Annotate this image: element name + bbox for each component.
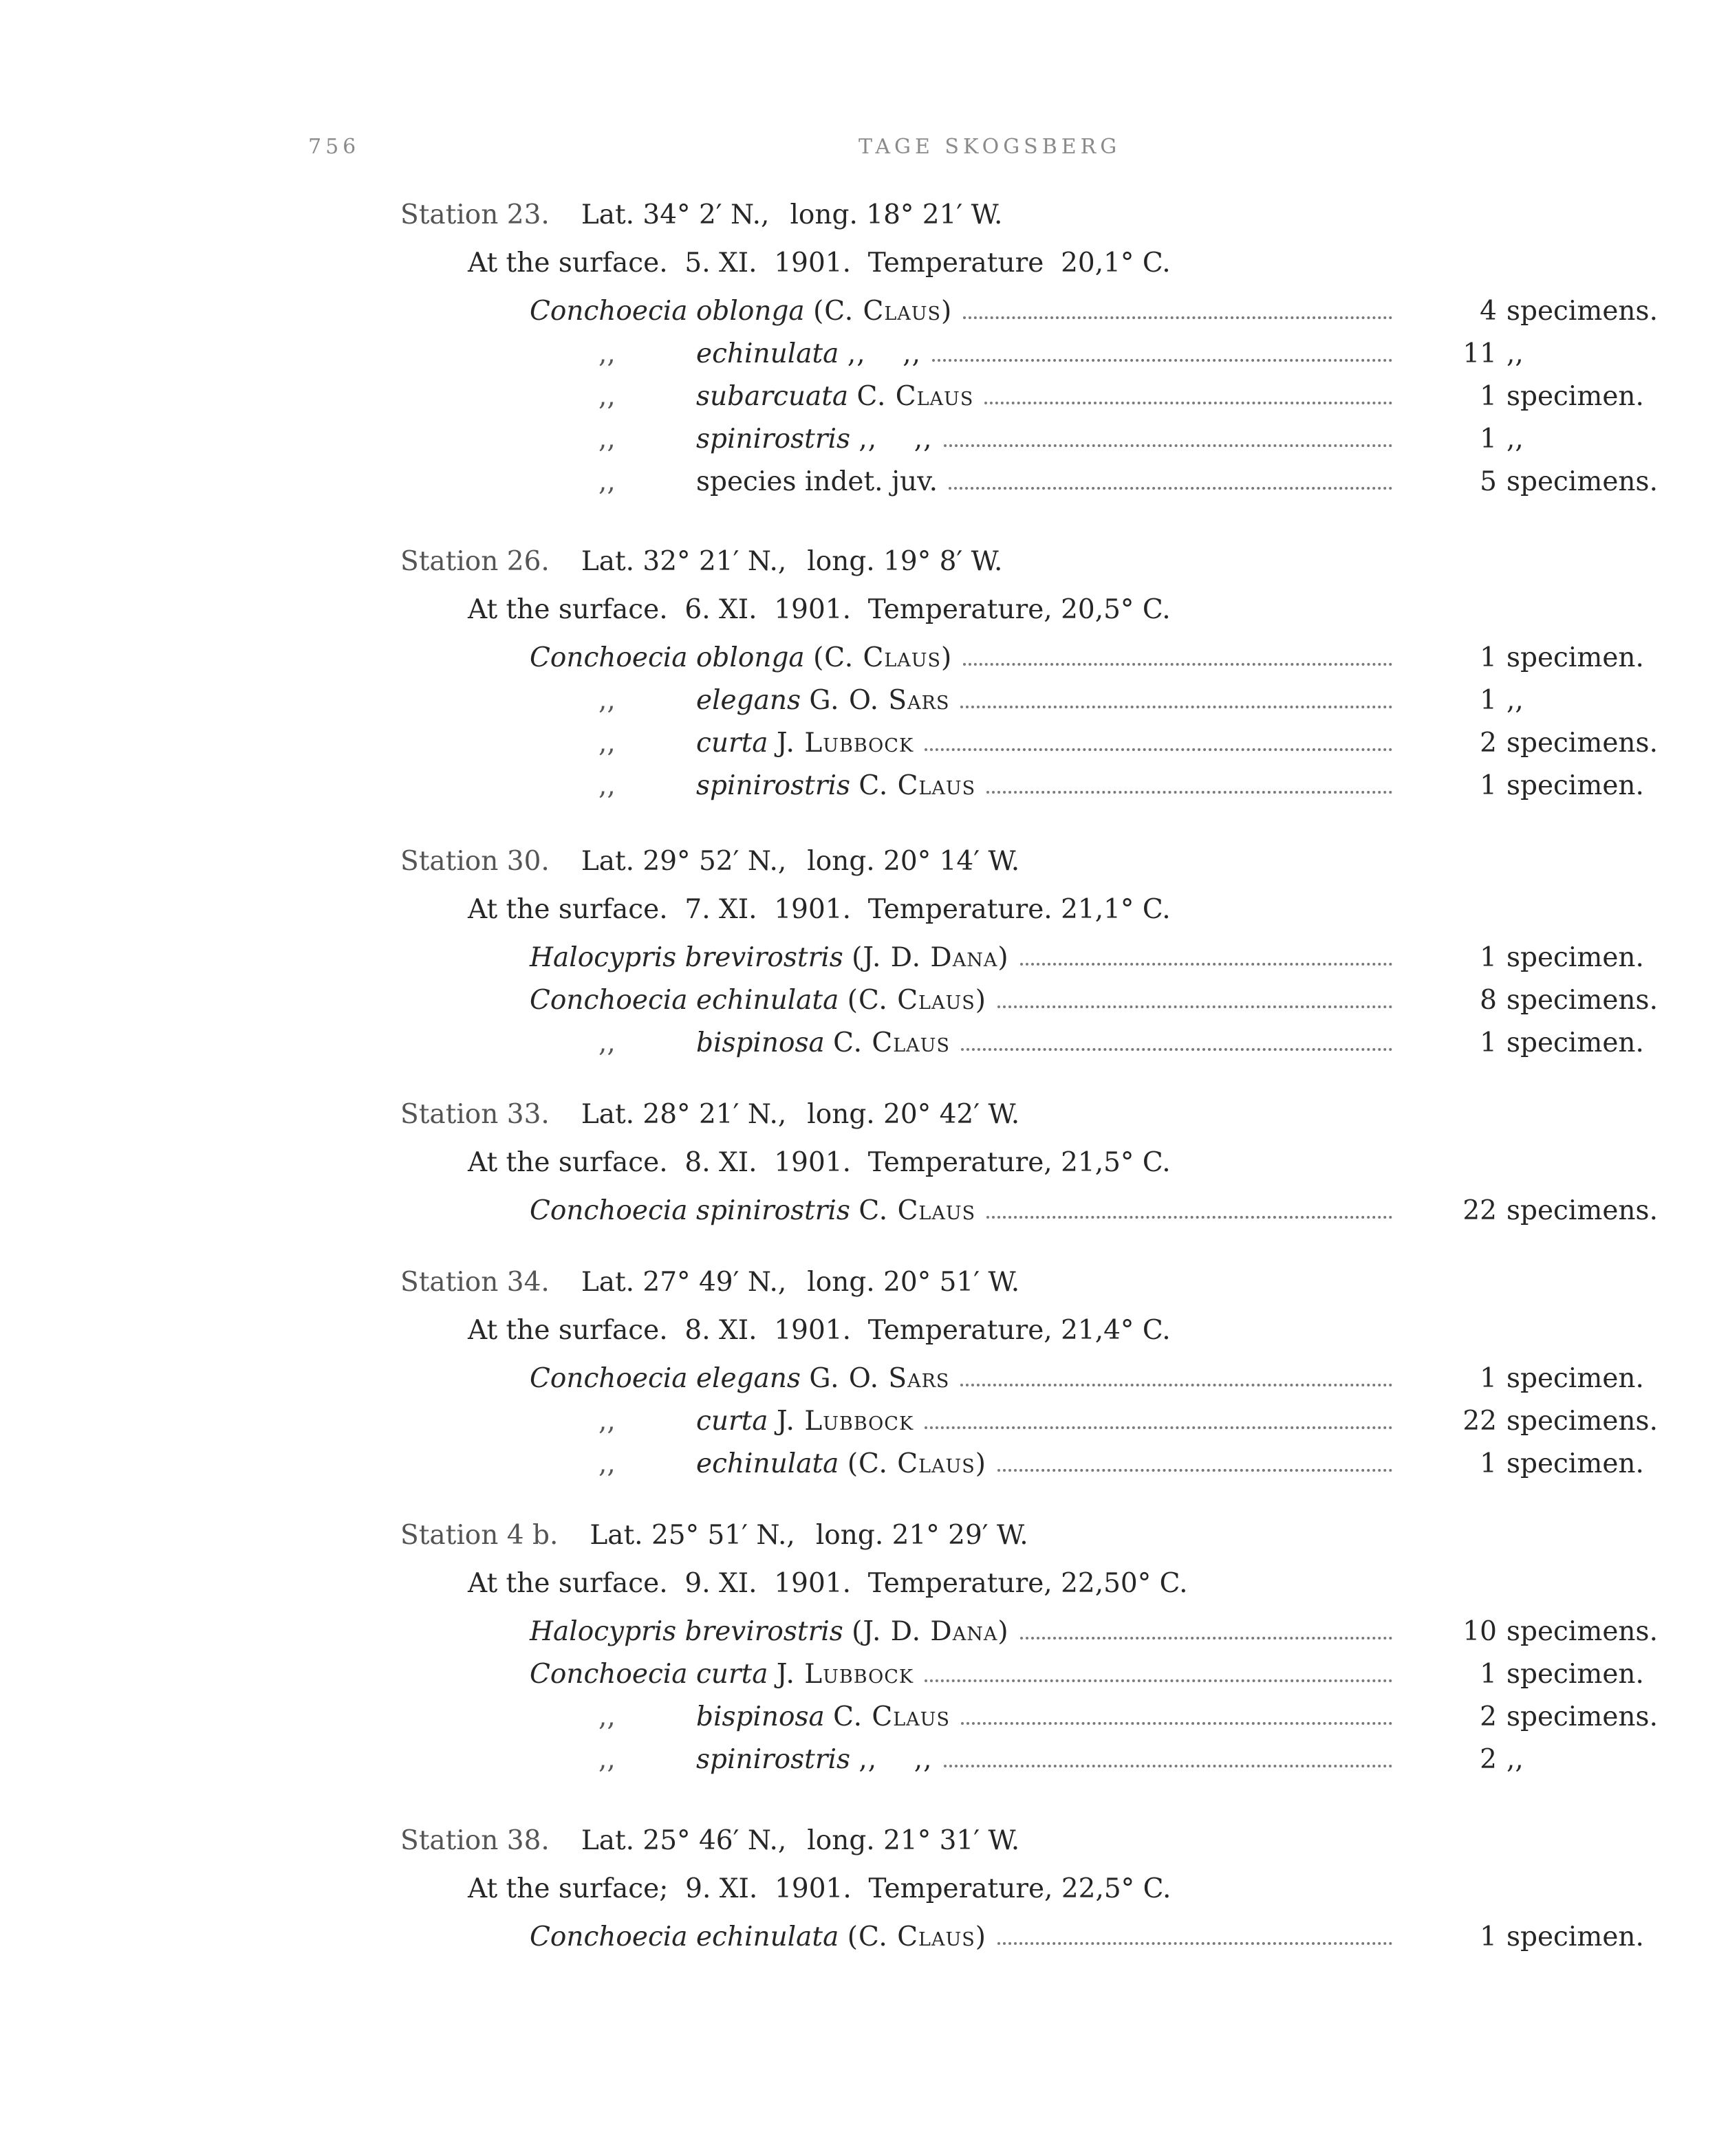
species-entry [0, 1737, 1717, 1783]
taxon [598, 1021, 950, 1066]
station-heading [400, 193, 1002, 238]
specimen-unit: specimens. [1507, 1406, 1658, 1437]
specimen-count: 22 [1462, 1195, 1497, 1226]
taxon [530, 1188, 975, 1234]
taxon-author: ,, ,, [859, 1744, 933, 1775]
taxon-author: G. O. Sars [809, 1363, 950, 1394]
station-longitude: long. 20° 51′ W. [807, 1267, 1020, 1298]
species-name: curta [696, 728, 768, 759]
taxon-author: C. Claus [856, 381, 974, 412]
station-heading [400, 1260, 1019, 1305]
specimen-unit: specimen. [1507, 642, 1644, 673]
dot-leader [1020, 963, 1392, 966]
station-sampling-info: At the surface. 6. XI. 1901. Temperature, 20,5° C. [468, 594, 1171, 625]
species-name: echinulata [695, 1921, 839, 1952]
ditto-mark: ,, [598, 1448, 616, 1479]
species-name: spinirostris [695, 1195, 850, 1226]
species-name: species indet. juv. [696, 466, 938, 497]
dot-leader [997, 1942, 1392, 1945]
dot-leader [997, 1469, 1392, 1472]
specimen-count: 1 [1480, 770, 1497, 801]
station-label: Station 33. [400, 1099, 550, 1130]
genus-name: Conchoecia [530, 1363, 688, 1394]
genus-name: Halocypris [530, 942, 677, 973]
station-sampling-info: At the surface. 8. XI. 1901. Temperature, 21,4° C. [468, 1315, 1171, 1346]
dot-leader [944, 444, 1392, 447]
species-entry [0, 763, 1717, 809]
specimen-count: 1 [1480, 1659, 1497, 1690]
station-sampling-info: At the surface. 7. XI. 1901. Temperature. 21,1° C. [468, 894, 1171, 925]
specimen-count: 8 [1480, 985, 1497, 1016]
dot-leader [925, 1679, 1392, 1682]
taxon-author: (C. Claus) [847, 1921, 986, 1952]
specimen-count: 1 [1480, 1027, 1497, 1058]
genus-name: Conchoecia [530, 1921, 688, 1952]
station-latitude: Lat. 28° 21′ N., [581, 1099, 787, 1130]
taxon [598, 417, 933, 462]
species-name: echinulata [695, 985, 839, 1016]
dot-leader [984, 402, 1392, 404]
running-title: TAGE SKOGSBERG [859, 135, 1121, 159]
specimen-count: 1 [1480, 381, 1497, 412]
species-name: spinirostris [696, 424, 850, 455]
station-sampling-info: At the surface. 9. XI. 1901. Temperature, 22,50° C. [468, 1568, 1188, 1599]
species-entry [0, 331, 1717, 377]
specimen-count: 4 [1480, 296, 1497, 327]
specimen-unit: specimen. [1507, 381, 1644, 412]
genus-name: Conchoecia [530, 1659, 688, 1690]
species-entry [0, 1021, 1717, 1066]
specimen-count: 1 [1480, 424, 1497, 455]
species-name: oblonga [695, 642, 805, 673]
genus-name: Conchoecia [530, 985, 688, 1016]
specimen-count: 1 [1480, 1363, 1497, 1394]
species-name: bispinosa [696, 1027, 825, 1058]
species-entry [0, 978, 1717, 1023]
station-label: Station 4 b. [400, 1520, 559, 1551]
specimen-unit: ,, [1507, 685, 1524, 716]
station-latitude: Lat. 27° 49′ N., [581, 1267, 787, 1298]
species-entry [0, 1188, 1717, 1234]
species-entry [0, 678, 1717, 723]
specimen-unit: specimen. [1507, 1448, 1644, 1479]
species-entry [0, 721, 1717, 766]
ditto-mark: ,, [598, 338, 616, 369]
species-name: bispinosa [696, 1701, 825, 1732]
ditto-mark: ,, [598, 381, 616, 412]
station-sampling-info: At the surface. 5. XI. 1901. Temperature 20,1° C. [468, 248, 1171, 279]
specimen-count: 1 [1480, 685, 1497, 716]
species-entry [0, 459, 1717, 505]
dot-leader [925, 748, 1392, 751]
taxon [530, 1609, 1009, 1655]
species-entry [0, 1399, 1717, 1444]
specimen-count: 11 [1462, 338, 1497, 369]
species-entry [0, 1441, 1717, 1487]
dot-leader [961, 1722, 1392, 1725]
taxon [598, 763, 975, 809]
genus-name: Conchoecia [530, 296, 688, 327]
genus-name: Halocypris [530, 1616, 677, 1647]
dot-leader [932, 359, 1392, 362]
page-number: 756 [308, 135, 360, 159]
taxon [530, 1915, 986, 1960]
genus-name: Conchoecia [530, 642, 688, 673]
taxon [598, 721, 914, 766]
station-sampling-info: At the surface; 9. XI. 1901. Temperature, 22,5° C. [468, 1873, 1171, 1904]
station-label: Station 26. [400, 546, 550, 577]
taxon-author: ,, ,, [847, 338, 921, 369]
station-longitude: long. 20° 42′ W. [807, 1099, 1020, 1130]
specimen-count: 1 [1480, 642, 1497, 673]
specimen-unit: specimen. [1507, 942, 1644, 973]
taxon-author: C. Claus [833, 1027, 950, 1058]
species-name: spinirostris [696, 1744, 850, 1775]
taxon [530, 1652, 914, 1697]
taxon-author: (C. Claus) [813, 642, 953, 673]
taxon [530, 1356, 949, 1402]
dot-leader [961, 1048, 1392, 1051]
species-name: oblonga [695, 296, 805, 327]
station-heading [400, 1092, 1019, 1137]
species-name: brevirostris [684, 942, 843, 973]
station-longitude: long. 20° 14′ W. [807, 846, 1020, 877]
dot-leader [925, 1426, 1392, 1429]
specimen-unit: specimens. [1507, 1195, 1658, 1226]
ditto-mark: ,, [598, 1406, 616, 1437]
ditto-mark: ,, [598, 728, 616, 759]
taxon [598, 1441, 986, 1487]
species-name: elegans [696, 685, 801, 716]
species-entry [0, 1609, 1717, 1655]
station-latitude: Lat. 34° 2′ N., [581, 199, 770, 230]
taxon [598, 459, 938, 505]
ditto-mark: ,, [598, 1027, 616, 1058]
species-entry [0, 935, 1717, 981]
species-name: elegans [695, 1363, 801, 1394]
dot-leader [986, 1216, 1392, 1219]
station-heading [400, 1513, 1028, 1558]
taxon-author: C. Claus [833, 1701, 950, 1732]
taxon-author: J. Lubbock [776, 1406, 914, 1437]
dot-leader [986, 791, 1392, 794]
species-entry [0, 374, 1717, 420]
genus-name: Conchoecia [530, 1195, 688, 1226]
specimen-unit: specimens. [1507, 466, 1658, 497]
ditto-mark: ,, [598, 770, 616, 801]
species-entry [0, 1356, 1717, 1402]
taxon-author: C. Claus [859, 770, 976, 801]
specimen-unit: specimens. [1507, 728, 1658, 759]
species-entry [0, 289, 1717, 334]
species-name: subarcuata [696, 381, 849, 412]
running-head [0, 135, 1717, 165]
ditto-mark: ,, [598, 466, 616, 497]
species-entry [0, 1915, 1717, 1960]
specimen-count: 10 [1462, 1616, 1497, 1647]
station-latitude: Lat. 32° 21′ N., [581, 546, 787, 577]
ditto-mark: ,, [598, 1744, 616, 1775]
specimen-count: 2 [1480, 1744, 1497, 1775]
taxon [530, 935, 1009, 981]
taxon-author: C. Claus [859, 1195, 976, 1226]
taxon [598, 1695, 950, 1740]
specimen-unit: ,, [1507, 1744, 1524, 1775]
ditto-mark: ,, [598, 685, 616, 716]
taxon [598, 678, 949, 723]
taxon-author: (J. D. Dana) [852, 942, 1009, 973]
station-longitude: long. 19° 8′ W. [807, 546, 1003, 577]
station-heading [400, 839, 1019, 884]
taxon-author: (J. D. Dana) [852, 1616, 1009, 1647]
specimen-unit: specimen. [1507, 1363, 1644, 1394]
species-name: spinirostris [696, 770, 850, 801]
specimen-unit: ,, [1507, 424, 1524, 455]
station-heading [400, 1818, 1019, 1864]
taxon [598, 374, 973, 420]
species-entry [0, 1652, 1717, 1697]
station-sampling-info: At the surface. 8. XI. 1901. Temperature, 21,5° C. [468, 1147, 1171, 1178]
species-name: curta [696, 1406, 768, 1437]
taxon [598, 331, 921, 377]
species-entry [0, 635, 1717, 681]
taxon [530, 635, 952, 681]
ditto-mark: ,, [598, 424, 616, 455]
taxon-author: J. Lubbock [776, 1659, 914, 1690]
dot-leader [997, 1005, 1392, 1008]
species-name: echinulata [696, 338, 839, 369]
specimen-count: 2 [1480, 728, 1497, 759]
dot-leader [960, 706, 1392, 708]
species-name: brevirostris [684, 1616, 843, 1647]
taxon [598, 1737, 933, 1783]
station-heading [400, 539, 1002, 585]
species-name: curta [695, 1659, 768, 1690]
dot-leader [1020, 1637, 1392, 1640]
taxon [598, 1399, 914, 1444]
taxon-author: (C. Claus) [847, 985, 986, 1016]
station-label: Station 23. [400, 199, 550, 230]
taxon-author: (C. Claus) [813, 296, 953, 327]
taxon-author: ,, ,, [859, 424, 933, 455]
specimen-unit: specimens. [1507, 1616, 1658, 1647]
dot-leader [949, 487, 1392, 490]
specimen-unit: specimen. [1507, 1921, 1644, 1952]
taxon-author: J. Lubbock [776, 728, 914, 759]
dot-leader [963, 316, 1392, 319]
specimen-unit: specimen. [1507, 1027, 1644, 1058]
specimen-unit: specimens. [1507, 296, 1658, 327]
dot-leader [944, 1765, 1392, 1767]
station-latitude: Lat. 25° 46′ N., [581, 1825, 787, 1856]
specimen-unit: specimens. [1507, 985, 1658, 1016]
specimen-count: 2 [1480, 1701, 1497, 1732]
species-entry [0, 1695, 1717, 1740]
station-label: Station 38. [400, 1825, 550, 1856]
taxon-author: G. O. Sars [809, 685, 950, 716]
taxon-author: (C. Claus) [847, 1448, 987, 1479]
station-latitude: Lat. 29° 52′ N., [581, 846, 787, 877]
species-entry [0, 417, 1717, 462]
ditto-mark: ,, [598, 1701, 616, 1732]
species-name: echinulata [696, 1448, 839, 1479]
specimen-unit: specimen. [1507, 1659, 1644, 1690]
specimen-count: 1 [1480, 1448, 1497, 1479]
station-latitude: Lat. 25° 51′ N., [590, 1520, 795, 1551]
station-longitude: long. 18° 21′ W. [790, 199, 1003, 230]
station-label: Station 30. [400, 846, 550, 877]
specimen-count: 1 [1480, 1921, 1497, 1952]
specimen-count: 1 [1480, 942, 1497, 973]
station-longitude: long. 21° 29′ W. [815, 1520, 1028, 1551]
specimen-count: 22 [1462, 1406, 1497, 1437]
taxon [530, 289, 952, 334]
dot-leader [963, 663, 1392, 666]
station-longitude: long. 21° 31′ W. [807, 1825, 1020, 1856]
specimen-unit: specimen. [1507, 770, 1644, 801]
specimen-count: 5 [1480, 466, 1497, 497]
specimen-unit: ,, [1507, 338, 1524, 369]
taxon [530, 978, 986, 1023]
dot-leader [960, 1384, 1392, 1386]
specimen-unit: specimens. [1507, 1701, 1658, 1732]
station-label: Station 34. [400, 1267, 550, 1298]
